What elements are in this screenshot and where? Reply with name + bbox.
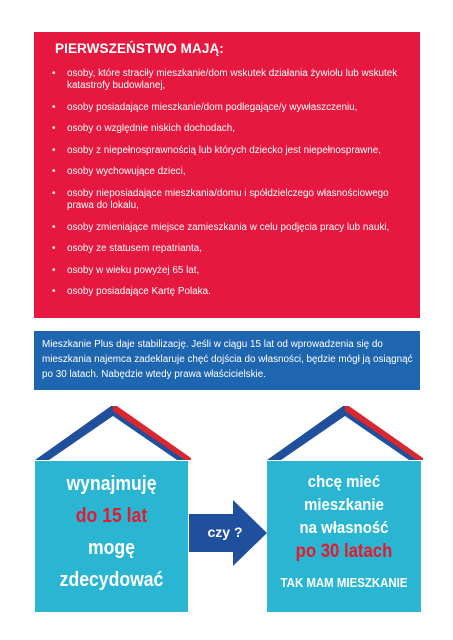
left-house-roof (35, 406, 191, 462)
arrow-label: czy ? (207, 524, 243, 540)
info-box (34, 331, 420, 390)
left-house-line-3: mogę (88, 537, 135, 559)
priority-list (52, 68, 412, 308)
right-house-line-3: na własność (299, 518, 389, 537)
priority-item (52, 166, 412, 178)
bullet-icon: • (52, 221, 56, 233)
priority-item-text: osoby, które straciły mieszkanie/dom wskutek działania żywiołu lub wskutek katastrofy budowlanej, (67, 68, 398, 91)
bullet-icon: • (52, 144, 56, 156)
priority-item-text: osoby posiadające mieszkanie/dom podlegające/y wywłaszczeniu, (67, 101, 358, 113)
bullet-icon: • (52, 286, 56, 298)
bullet-icon: • (52, 243, 56, 255)
left-house-text (44, 468, 179, 596)
priority-item (52, 265, 412, 277)
bullet-icon: • (52, 166, 56, 178)
left-house-line-2: do 15 lat (75, 505, 148, 527)
priority-item (52, 145, 412, 157)
priority-item-text: osoby ze statusem repatrianta, (67, 243, 203, 255)
right-house-text (276, 470, 412, 594)
left-house-line-1: wynajmuję (66, 473, 157, 495)
priority-item (52, 188, 412, 212)
right-house-line-1: chcę mieć (307, 472, 381, 491)
bullet-icon: • (52, 101, 56, 113)
bullet-icon: • (52, 68, 56, 79)
bullet-icon: • (52, 187, 56, 199)
left-house-line-4: zdecydować (59, 569, 164, 591)
right-house-roof (267, 406, 423, 462)
bullet-icon: • (52, 123, 56, 135)
right-house-line-4: po 30 latach (295, 541, 393, 562)
priority-item (52, 123, 412, 135)
priority-item-text: osoby w wieku powyżej 65 lat, (67, 264, 200, 276)
priority-item (52, 102, 412, 114)
priority-item (52, 68, 412, 92)
right-house-line-5: TAK MAM MIESZKANIE (280, 575, 408, 590)
priority-item-text: osoby o względnie niskich dochodach, (67, 123, 235, 135)
priority-box (34, 32, 420, 318)
info-text: Mieszkanie Plus daje stabilizację. Jeśli w ciągu 15 lat od wprowadzenia się do mieszkania najemca zadeklaruje chęć dojścia do własności, będzie mógł ją osiągnąć po 30 latach. Nabędzie wtedy prawa właścicielskie. (42, 339, 413, 380)
priority-item-text: osoby zmieniające miejsce zamieszkania w celu podjęcia pracy lub nauki, (67, 221, 390, 233)
priority-item (52, 286, 412, 298)
priority-item-text: osoby nieposiadające mieszkania/domu i spółdzielczego własnościowego prawa do lokalu, (67, 187, 389, 211)
priority-item-text: osoby z niepełnosprawnością lub których dziecko jest niepełnosprawne, (67, 144, 381, 156)
priority-item-text: osoby posiadające Kartę Polaka. (67, 286, 211, 298)
right-house-line-2: mieszkanie (304, 495, 384, 514)
priority-item-text: osoby wychowujące dzieci, (67, 166, 186, 178)
bullet-icon: • (52, 264, 56, 276)
priority-title: PIERWSZEŃSTWO MAJĄ: (55, 41, 224, 56)
priority-item (52, 222, 412, 234)
priority-item (52, 243, 412, 255)
